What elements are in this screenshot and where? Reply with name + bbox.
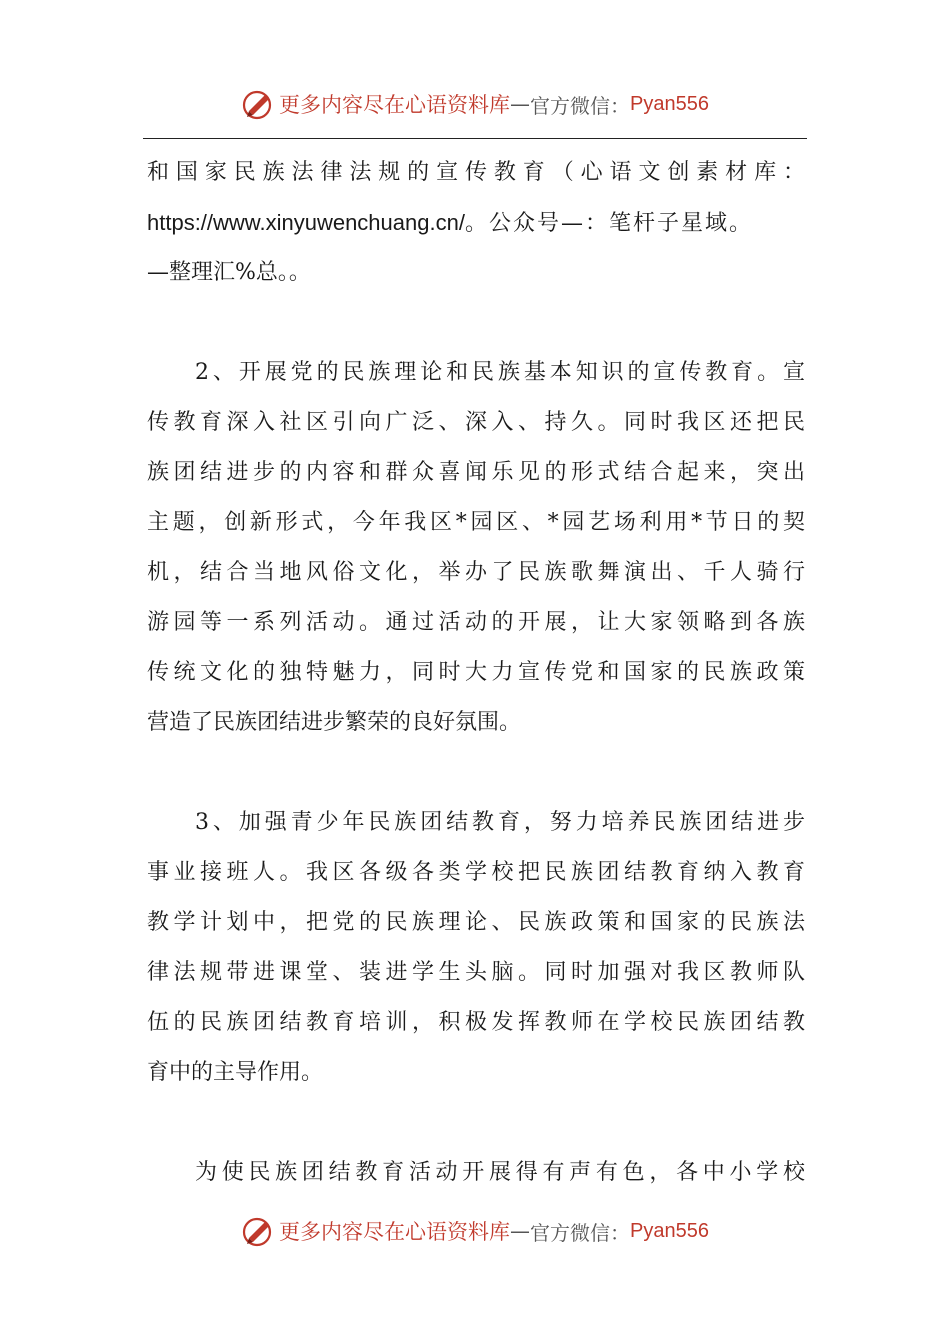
pen-logo-icon [241, 87, 275, 121]
header-banner [0, 84, 950, 124]
footer-separator: — [510, 1219, 531, 1243]
para2-line-2: 传教育深入社区引向广泛、深入、持久。同时我区还把民 [147, 410, 805, 435]
intro-line-1: 和国家民族法律法规的宣传教育（心语文创素材库： [147, 160, 805, 185]
paragraph-gap [147, 298, 805, 348]
paragraph-gap [147, 748, 805, 798]
para3-line-3: 教学计划中，把党的民族理论、民族政策和国家的民族法 [147, 910, 805, 935]
para2-line-3: 族团结进步的内容和群众喜闻乐见的形式结合起来，突出 [147, 460, 805, 485]
intro-line-3: —整理汇%总。。 [147, 260, 311, 285]
document-body [147, 148, 805, 1198]
para2-line-8: 营造了民族团结进步繁荣的良好氛围。 [147, 710, 522, 735]
para2-line-7: 传统文化的独特魅力，同时大力宣传党和国家的民族政策 [147, 660, 805, 685]
header-wechat-account: Pyan556 [630, 92, 709, 115]
para3-line-4: 律法规带进课堂、装进学生头脑。同时加强对我区教师队 [147, 960, 805, 985]
footer-wechat-account: Pyan556 [630, 1219, 709, 1242]
para4-line-1: 为使民族团结教育活动开展得有声有色，各中小学校 [195, 1160, 805, 1185]
footer-wechat-label: 官方微信： [530, 1220, 631, 1245]
header-wechat-label: 官方微信： [530, 93, 631, 118]
para2-line-4: 主题，创新形式，今年我区*园区、*园艺场利用*节日的契 [147, 510, 805, 535]
header-separator: — [510, 92, 531, 116]
para3-line-2: 事业接班人。我区各级各类学校把民族团结教育纳入教育 [147, 860, 805, 885]
footer-brand-text: 更多内容尽在心语资料库 [279, 1220, 511, 1244]
header-divider [143, 138, 807, 139]
para3-line-1: 3、加强青少年民族团结教育，努力培养民族团结进步 [195, 810, 805, 835]
para2-line-5: 机，结合当地风俗文化，举办了民族歌舞演出、千人骑行 [147, 560, 805, 585]
intro-line-2-rest: 。公众号—：笔杆子星域。 [464, 211, 753, 236]
footer-banner [0, 1211, 950, 1251]
paragraph-gap [147, 1098, 805, 1148]
pen-logo-icon [241, 1214, 275, 1248]
para3-line-6: 育中的主导作用。 [147, 1060, 324, 1085]
para2-line-1: 2、开展党的民族理论和民族基本知识的宣传教育。宣 [195, 360, 805, 385]
intro-url: https://www.xinyuwenchuang.cn/ [147, 210, 465, 235]
para3-line-5: 伍的民族团结教育培训，积极发挥教师在学校民族团结教 [147, 1010, 805, 1035]
para2-line-6: 游园等一系列活动。通过活动的开展，让大家领略到各族 [147, 610, 805, 635]
header-brand-text: 更多内容尽在心语资料库 [279, 93, 511, 117]
intro-line-2 [147, 198, 805, 248]
